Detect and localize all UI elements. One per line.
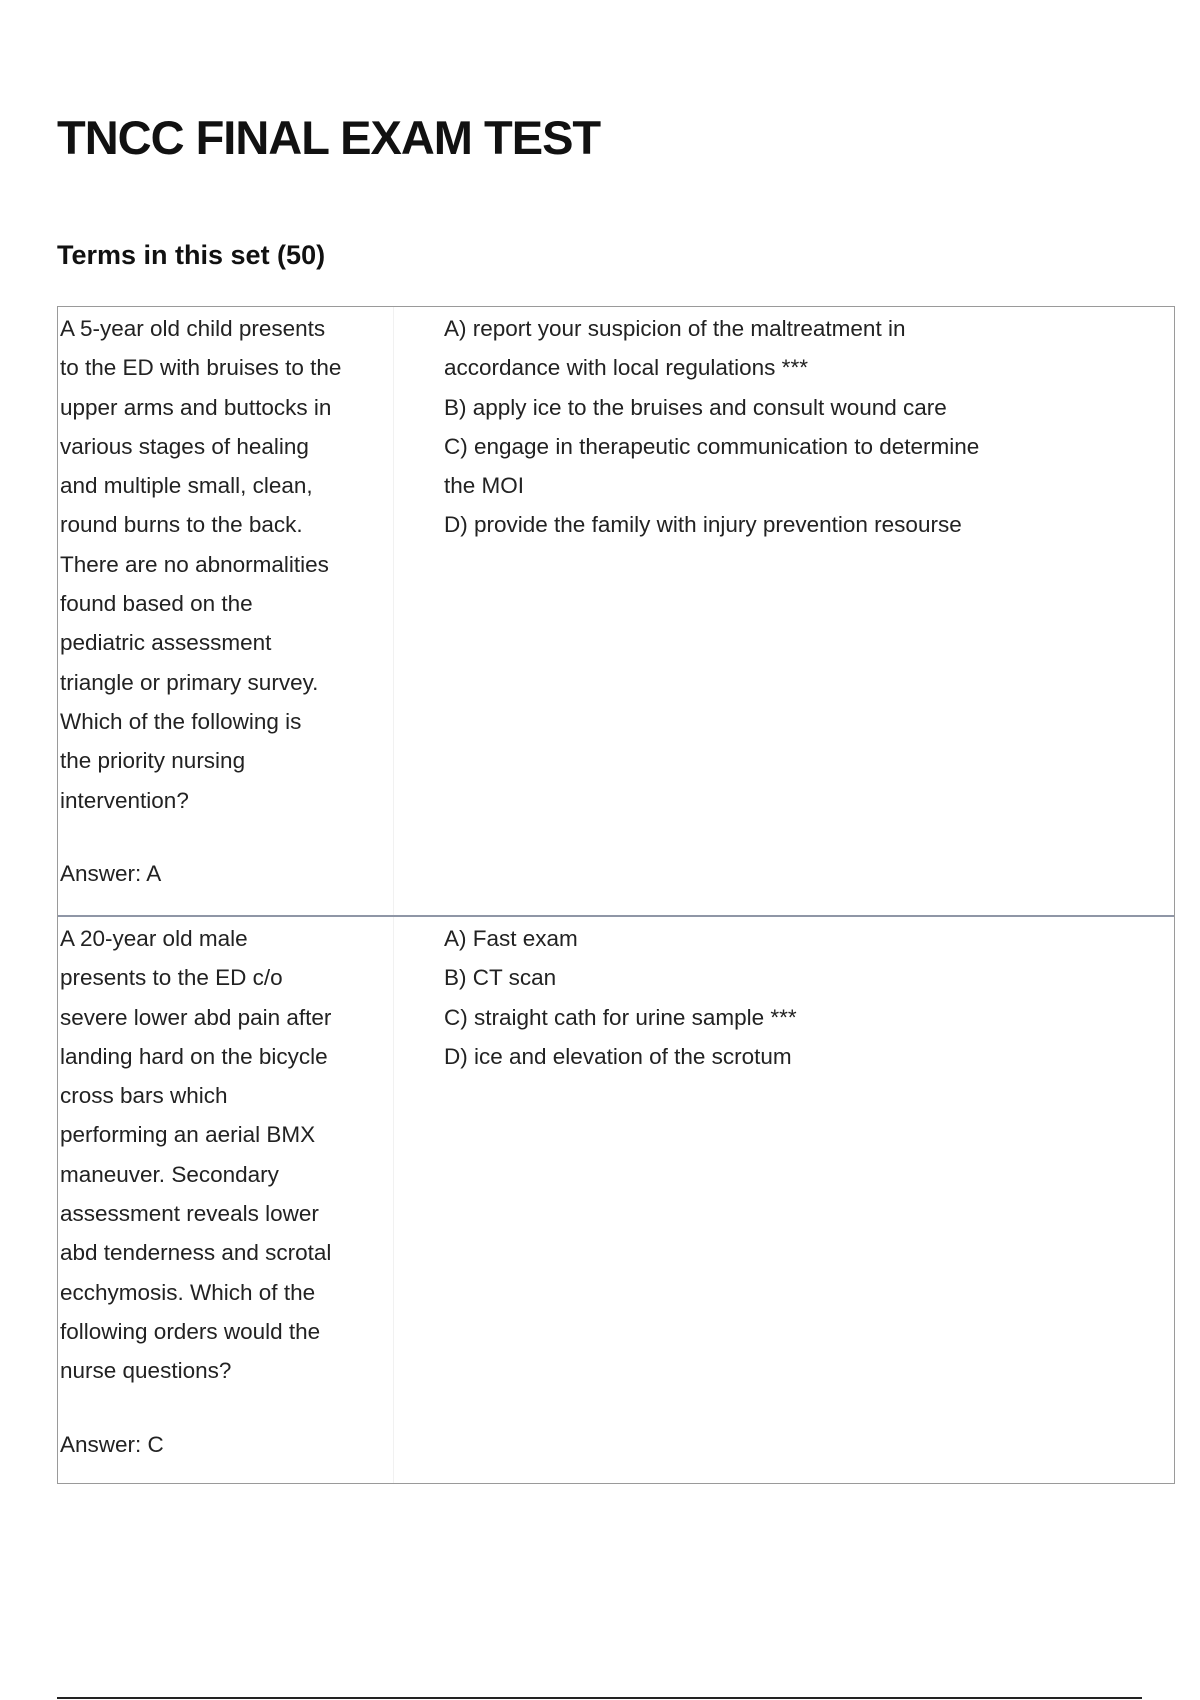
question-line: ecchymosis. Which of the (60, 1279, 316, 1305)
options-cell (394, 917, 1174, 1483)
question-line: Which of the following is (60, 708, 302, 734)
question-line: assessment reveals lower (60, 1201, 319, 1227)
question-line: the priority nursing (60, 748, 246, 774)
question-line: A 5-year old child presents (60, 316, 326, 341)
option-line: accordance with local regulations *** (444, 355, 808, 381)
question-line: cross bars which (60, 1083, 228, 1109)
question-cell (58, 307, 394, 915)
options-cell (394, 307, 1174, 915)
question-line: There are no abnormalities (60, 551, 329, 577)
question-line: various stages of healing (60, 433, 309, 459)
question-text (60, 919, 393, 1391)
question-line: found based on the (60, 591, 253, 617)
option-line: A) report your suspicion of the maltreatment in (444, 316, 906, 341)
question-line: round burns to the back. (60, 512, 303, 538)
option-line: B) apply ice to the bruises and consult wound care (444, 394, 947, 420)
term-row (58, 915, 1174, 1483)
question-line: presents to the ED c/o (60, 965, 283, 991)
question-line: following orders would the (60, 1318, 321, 1344)
terms-table (57, 306, 1175, 1484)
question-line: pediatric assessment (60, 630, 272, 656)
terms-set-heading: Terms in this set (50) (57, 240, 326, 270)
page-bottom-rule (57, 1697, 1142, 1699)
question-line: landing hard on the bicycle (60, 1043, 328, 1069)
question-line: triangle or primary survey. (60, 669, 319, 695)
question-text (60, 309, 393, 820)
question-cell (58, 917, 394, 1483)
option-line: D) ice and elevation of the scrotum (444, 1043, 792, 1069)
page-title: TNCC FINAL EXAM TEST (57, 111, 601, 164)
answer-label: Answer: A (60, 860, 162, 886)
question-line: abd tenderness and scrotal (60, 1240, 332, 1266)
option-line: A) Fast exam (444, 926, 578, 951)
question-line: and multiple small, clean, (60, 473, 313, 499)
question-line: severe lower abd pain after (60, 1004, 332, 1030)
question-line: maneuver. Secondary (60, 1161, 279, 1187)
option-line: C) straight cath for urine sample *** (444, 1004, 797, 1030)
option-line: B) CT scan (444, 965, 557, 991)
question-line: to the ED with bruises to the (60, 355, 342, 381)
question-line: nurse questions? (60, 1358, 232, 1384)
question-line: performing an aerial BMX (60, 1122, 316, 1148)
term-row (58, 307, 1174, 915)
option-line: C) engage in therapeutic communication to determine (444, 433, 980, 459)
question-line: intervention? (60, 787, 189, 813)
option-line: D) provide the family with injury prevention resourse (444, 512, 962, 538)
option-line: the MOI (444, 473, 525, 499)
question-line: upper arms and buttocks in (60, 394, 332, 420)
question-line: A 20-year old male (60, 926, 248, 951)
answer-label: Answer: C (60, 1431, 164, 1457)
